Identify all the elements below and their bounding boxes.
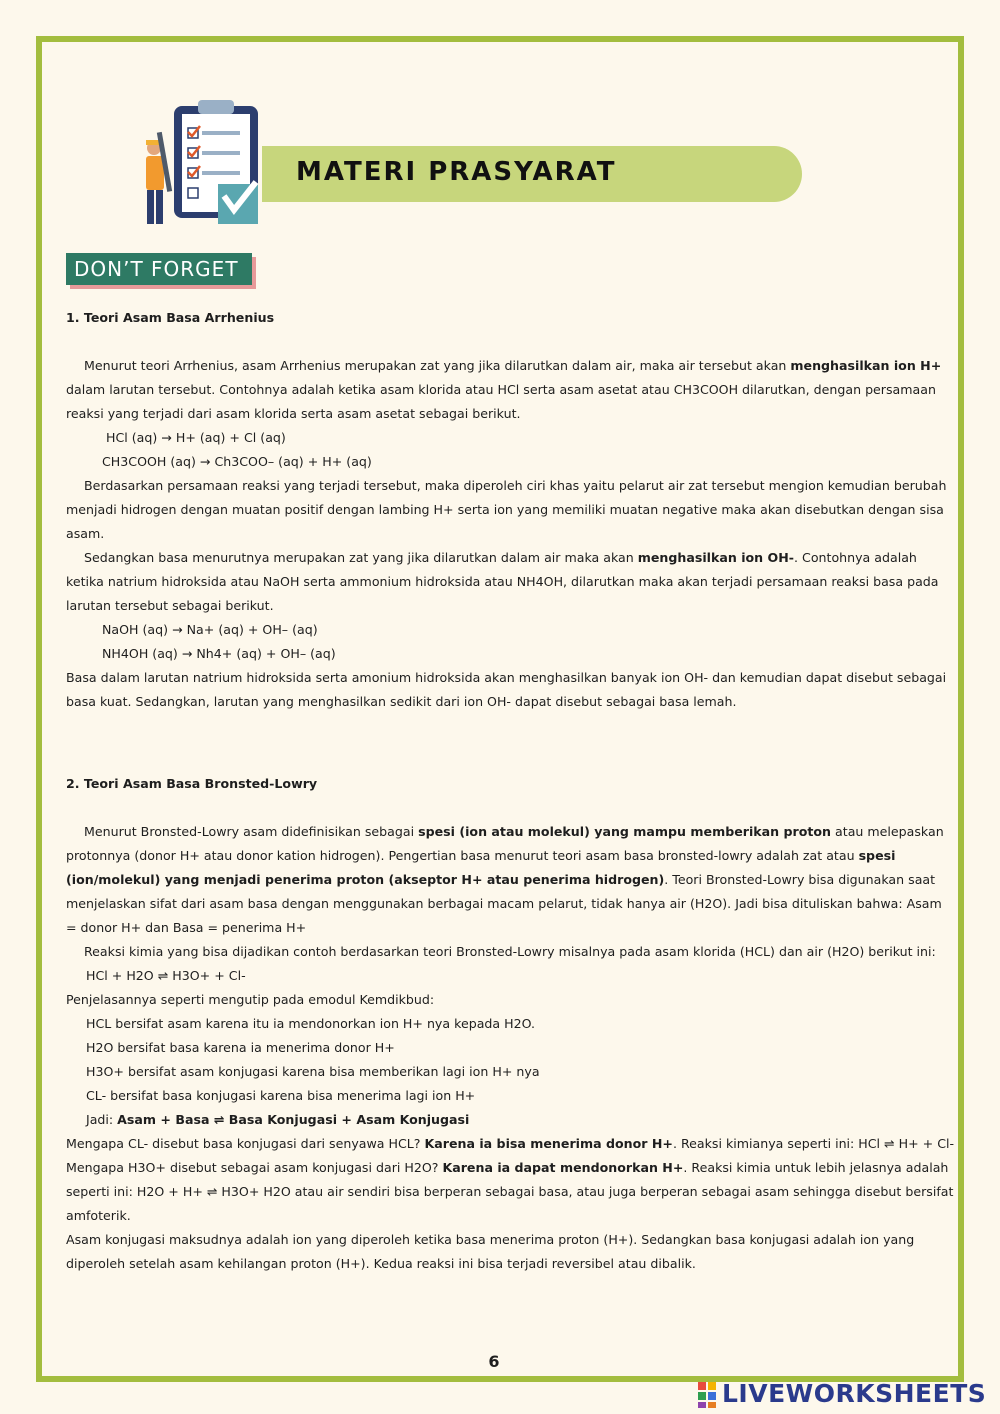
clipboard-checklist-icon [140,98,270,234]
conclusion: Jadi: Asam + Basa ⇌ Basa Konjugasi + Asam Konjugasi [86,1112,470,1127]
list-item: H3O+ bersifat asam konjugasi karena bisa memberikan lagi ion H+ nya [86,1064,540,1079]
page-number: 6 [488,1352,500,1371]
paragraph: Penjelasannya seperti mengutip pada emodul Kemdikbud: [66,992,435,1007]
paragraph: Asam konjugasi maksudnya adalah ion yang diperoleh ketika basa menerima proton (H+). Sedangkan basa konjugasi adalah ion yang diperoleh setelah asam kehilangan proton (H+). Kedua reaksi ini bisa terjadi reversibel atau dibalik. [66,1232,915,1271]
section-heading: 1. Teori Asam Basa Arrhenius [66,310,275,325]
paragraph: Mengapa H3O+ disebut sebagai asam konjugasi dari H2O? Karena ia dapat mendonorkan H+. Reaksi kimia untuk lebih jelasnya adalah seperti ini: H2O + H+ ⇌ H3O+ H2O atau air sendiri bisa berperan sebagai basa, atau juga berperan sebagai asam sehingga disebut bersifat amfoterik. [66,1160,954,1223]
equation: NH4OH (aq) → Nh4+ (aq) + OH– (aq) [102,646,336,661]
paragraph: Berdasarkan persamaan reaksi yang terjadi tersebut, maka diperoleh ciri khas yaitu pelarut air zat tersebut mengion kemudian berubah menjadi hidrogen dengan muatan positif dengan lambing H+ serta ion yang memiliki muatan negative maka akan disebutkan dengan sisa asam. [66,478,947,541]
paragraph: Reaksi kimia yang bisa dijadikan contoh berdasarkan teori Bronsted-Lowry misalnya pada asam klorida (HCL) dan air (H2O) berikut ini: [84,944,936,959]
equation: HCl + H2O ⇌ H3O+ + Cl- [86,968,246,983]
page-title: MATERI PRASYARAT [296,157,617,187]
paragraph: Sedangkan basa menurutnya merupakan zat yang jika dilarutkan dalam air maka akan menghasilkan ion OH-. Contohnya adalah ketika natrium hidroksida atau NaOH serta ammonium hidroksida atau NH4OH, dilarutkan maka akan terjadi persamaan reaksi basa pada larutan tersebut sebagai berikut. [66,550,939,613]
paragraph: Basa dalam larutan natrium hidroksida serta amonium hidroksida akan menghasilkan banyak ion OH- dan kemudian dapat disebut sebagai basa kuat. Sedangkan, larutan yang menghasilkan sedikit dari ion OH- dapat disebut sebagai basa lemah. [66,670,947,709]
dont-forget-label: DON’T FORGET [74,257,239,281]
list-item: HCL bersifat asam karena itu ia mendonorkan ion H+ nya kepada H2O. [86,1016,536,1031]
equation: NaOH (aq) → Na+ (aq) + OH– (aq) [102,622,318,637]
paragraph: Mengapa CL- disebut basa konjugasi dari senyawa HCL? Karena ia bisa menerima donor H+. Reaksi kimianya seperti ini: HCl ⇌ H+ + Cl- [66,1136,955,1151]
paragraph: Menurut Bronsted-Lowry asam didefinisikan sebagai spesi (ion atau molekul) yang mampu memberikan proton atau melepaskan protonnya (donor H+ atau donor kation hidrogen). Pengertian basa menurut teori asam basa bronsted-lowry adalah zat atau spesi (ion/molekul) yang menjadi penerima proton (akseptor H+ atau penerima hidrogen). Teori Bronsted-Lowry bisa digunakan saat menjelaskan sifat dari asam basa dengan menggunakan berbagai macam pelarut, tidak hanya air (H2O). Jadi bisa dituliskan bahwa: Asam = donor H+ dan Basa = penerima H+ [66,824,944,935]
equation: CH3COOH (aq) → Ch3COO– (aq) + H+ (aq) [102,454,372,469]
section-heading: 2. Teori Asam Basa Bronsted-Lowry [66,776,318,791]
equation: HCl (aq) → H+ (aq) + Cl (aq) [106,430,286,445]
list-item: CL- bersifat basa konjugasi karena bisa menerima lagi ion H+ [86,1088,476,1103]
paragraph: Menurut teori Arrhenius, asam Arrhenius merupakan zat yang jika dilarutkan dalam air, maka air tersebut akan menghasilkan ion H+ dalam larutan tersebut. Contohnya adalah ketika asam klorida atau HCl serta asam asetat atau CH3COOH dilarutkan, dengan persamaan reaksi yang terjadi dari asam klorida serta asam asetat sebagai berikut. [66,358,942,421]
watermark: LIVEWORKSHEETS [722,1379,987,1408]
content [66,306,956,1276]
list-item: H2O bersifat basa karena ia menerima donor H+ [86,1040,395,1055]
